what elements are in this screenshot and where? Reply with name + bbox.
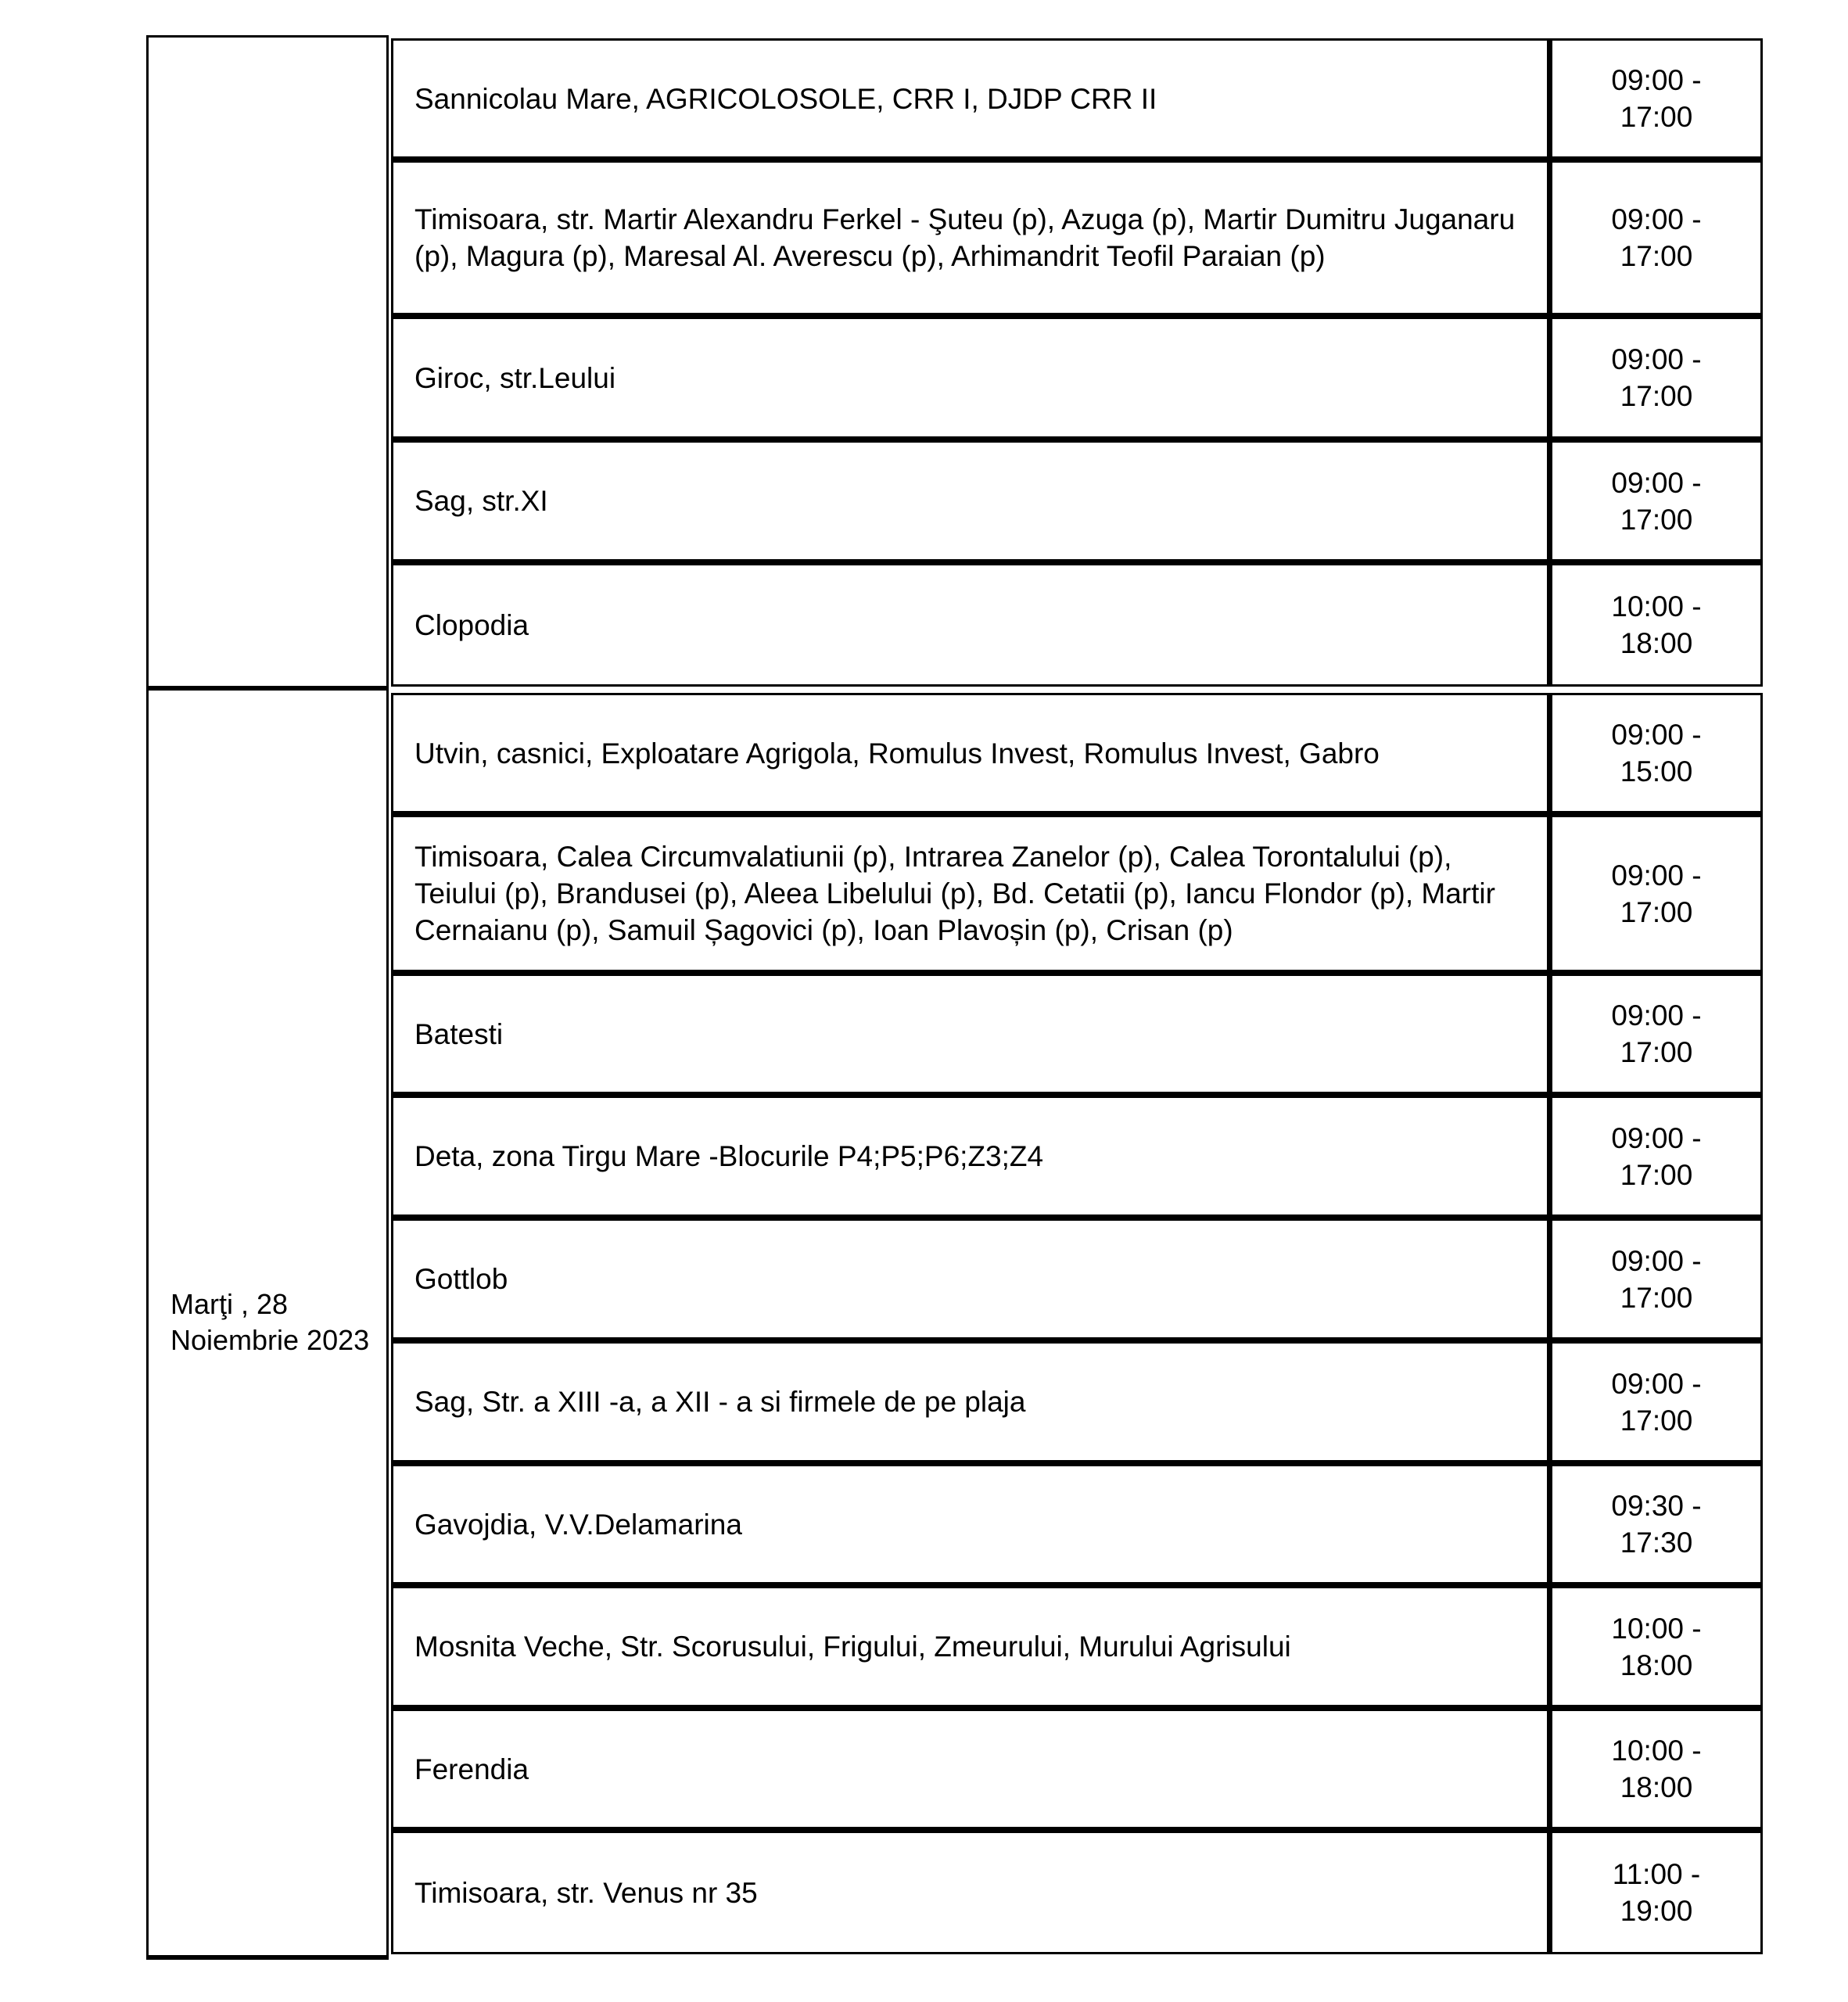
time-cell bbox=[1552, 319, 1760, 436]
date-label bbox=[170, 1286, 369, 1358]
time-start: 09:30 - bbox=[1611, 1490, 1702, 1522]
table-row bbox=[393, 1098, 1760, 1221]
time-start: 10:00 - bbox=[1611, 1735, 1702, 1767]
time-end: 17:00 bbox=[1620, 380, 1693, 412]
location-cell: Clopodia bbox=[393, 565, 1552, 684]
date-line-day: Marţi , 28 bbox=[170, 1288, 289, 1320]
time-start: 10:00 - bbox=[1611, 590, 1702, 622]
location-cell: Gottlob bbox=[393, 1221, 1552, 1337]
location-cell: Giroc, str.Leului bbox=[393, 319, 1552, 436]
time-end: 17:00 bbox=[1620, 1404, 1693, 1437]
location-cell: Sannicolau Mare, AGRICOLOSOLE, CRR I, DJDP CRR II bbox=[393, 41, 1552, 156]
table-row bbox=[393, 1221, 1760, 1344]
table-row bbox=[393, 695, 1760, 817]
location-cell: Mosnita Veche, Str. Scorusului, Frigului, Zmeurului, Murului Agrisului bbox=[393, 1588, 1552, 1705]
time-cell bbox=[1552, 1711, 1760, 1827]
time-cell bbox=[1552, 1588, 1760, 1705]
date-line-month-year: Noiembrie 2023 bbox=[170, 1324, 370, 1356]
table-row bbox=[393, 1833, 1760, 1952]
schedule-table-1 bbox=[391, 38, 1763, 687]
time-end: 17:00 bbox=[1620, 1158, 1693, 1191]
table-row bbox=[393, 1344, 1760, 1466]
time-end: 17:00 bbox=[1620, 1036, 1693, 1068]
time-cell bbox=[1552, 1221, 1760, 1337]
time-cell bbox=[1552, 695, 1760, 811]
location-cell: Timisoara, Calea Circumvalatiunii (p), Intrarea Zanelor (p), Calea Torontalului (p), Teiului (p), Brandusei (p), Aleea Libelului (p), Bd. Cetatii (p), Iancu Flondor (p), Martir Cernaianu (p), Samuil Șagovici (p), Ioan Plavoșin (p), Crisan (p) bbox=[393, 817, 1552, 970]
time-cell bbox=[1552, 817, 1760, 970]
time-start: 09:00 - bbox=[1611, 1121, 1702, 1154]
time-end: 17:00 bbox=[1620, 503, 1693, 536]
table-row bbox=[393, 565, 1760, 684]
time-start: 09:00 - bbox=[1611, 64, 1702, 96]
time-cell bbox=[1552, 565, 1760, 684]
time-end: 17:00 bbox=[1620, 240, 1693, 272]
table-row bbox=[393, 976, 1760, 1098]
table-row bbox=[393, 443, 1760, 565]
time-end: 17:00 bbox=[1620, 895, 1693, 928]
time-start: 10:00 - bbox=[1611, 1612, 1702, 1645]
time-end: 19:00 bbox=[1620, 1895, 1693, 1927]
time-end: 17:00 bbox=[1620, 1281, 1693, 1314]
time-cell bbox=[1552, 41, 1760, 156]
location-cell: Ferendia bbox=[393, 1711, 1552, 1827]
time-end: 15:00 bbox=[1620, 755, 1693, 788]
table-row bbox=[393, 817, 1760, 976]
time-start: 09:00 - bbox=[1611, 343, 1702, 375]
location-cell: Gavojdia, V.V.Delamarina bbox=[393, 1466, 1552, 1582]
time-end: 18:00 bbox=[1620, 627, 1693, 659]
time-start: 09:00 - bbox=[1611, 203, 1702, 235]
table-row bbox=[393, 1588, 1760, 1711]
location-cell: Timisoara, str. Venus nr 35 bbox=[393, 1833, 1552, 1952]
date-cell-tuesday bbox=[146, 686, 389, 1960]
time-start: 11:00 - bbox=[1612, 1858, 1701, 1890]
table-row bbox=[393, 1711, 1760, 1833]
schedule-table-2 bbox=[391, 693, 1763, 1954]
date-cell-previous-day bbox=[146, 35, 389, 691]
time-cell bbox=[1552, 163, 1760, 313]
location-cell: Utvin, casnici, Exploatare Agrigola, Romulus Invest, Romulus Invest, Gabro bbox=[393, 695, 1552, 811]
table-row bbox=[393, 319, 1760, 443]
location-cell: Sag, Str. a XIII -a, a XII - a si firmele de pe plaja bbox=[393, 1344, 1552, 1460]
table-row bbox=[393, 1466, 1760, 1588]
time-cell bbox=[1552, 1344, 1760, 1460]
time-start: 09:00 - bbox=[1611, 859, 1702, 892]
time-cell bbox=[1552, 976, 1760, 1092]
time-cell bbox=[1552, 443, 1760, 559]
time-start: 09:00 - bbox=[1611, 1367, 1702, 1400]
time-start: 09:00 - bbox=[1611, 466, 1702, 499]
table-row bbox=[393, 163, 1760, 319]
time-start: 09:00 - bbox=[1611, 1244, 1702, 1277]
time-cell bbox=[1552, 1833, 1760, 1952]
time-start: 09:00 - bbox=[1611, 719, 1702, 751]
time-end: 18:00 bbox=[1620, 1771, 1693, 1803]
location-cell: Sag, str.XI bbox=[393, 443, 1552, 559]
time-cell bbox=[1552, 1098, 1760, 1214]
time-end: 17:00 bbox=[1620, 101, 1693, 133]
location-cell: Timisoara, str. Martir Alexandru Ferkel - Şuteu (p), Azuga (p), Martir Dumitru Juganaru (p), Magura (p), Maresal Al. Averescu (p), Arhimandrit Teofil Paraian (p) bbox=[393, 163, 1552, 313]
time-end: 17:30 bbox=[1620, 1527, 1693, 1559]
location-cell: Deta, zona Tirgu Mare -Blocurile P4;P5;P6;Z3;Z4 bbox=[393, 1098, 1552, 1214]
time-start: 09:00 - bbox=[1611, 999, 1702, 1031]
table-row bbox=[393, 41, 1760, 163]
time-cell bbox=[1552, 1466, 1760, 1582]
time-end: 18:00 bbox=[1620, 1649, 1693, 1681]
location-cell: Batesti bbox=[393, 976, 1552, 1092]
